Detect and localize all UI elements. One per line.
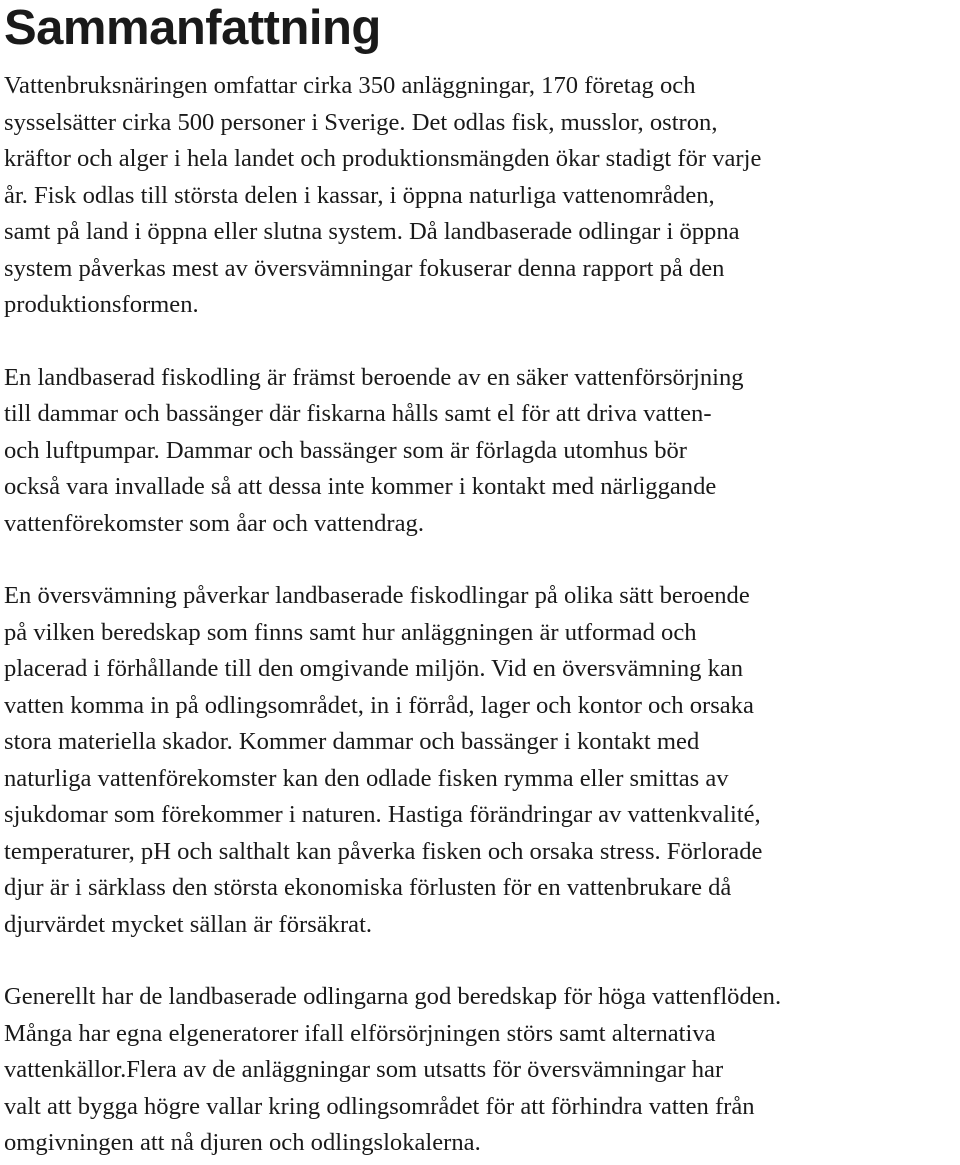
text-line: En landbaserad fiskodling är främst beroende av en säker vattenförsörjning (4, 363, 744, 391)
text-line: också vara invallade så att dessa inte kommer i kontakt med närliggande (4, 473, 717, 500)
text-line: valt att bygga högre vallar kring odlingsområdet för att förhindra vatten från (4, 1092, 755, 1120)
text-line: sjukdomar som förekommer i naturen. Hastiga förändringar av vattenkvalité, (4, 801, 761, 828)
page-title: Sammanfattning (4, 1, 381, 55)
text-line: djurvärdet mycket sällan är försäkrat. (4, 910, 373, 938)
text-line: produktionsformen. (4, 291, 199, 318)
paragraph-4 (4, 979, 958, 1162)
document-page (4, 0, 958, 1162)
text-line: Generellt har de landbaserade odlingarna god beredskap för höga vattenflöden. (4, 983, 782, 1010)
text-line: på vilken beredskap som finns samt hur anläggningen är utformad och (4, 618, 697, 646)
text-line: naturliga vattenförekomster kan den odlade fisken rymma eller smittas av (4, 764, 729, 792)
paragraph-2 (4, 360, 958, 543)
text-line: Många har egna elgeneratorer ifall elförsörjningen störs samt alternativa (4, 1019, 716, 1047)
text-line: vattenkällor.Flera av de anläggningar som utsatts för översvämningar har (4, 1056, 724, 1083)
text-line: kräftor och alger i hela landet och produktionsmängden ökar stadigt för varje (4, 145, 762, 172)
text-line: sysselsätter cirka 500 personer i Sverige. Det odlas fisk, musslor, ostron, (4, 108, 718, 136)
paragraph-1 (4, 68, 958, 324)
text-line: och luftpumpar. Dammar och bassänger som är förlagda utomhus bör (4, 436, 687, 464)
text-line: placerad i förhållande till den omgivande miljön. Vid en översvämning kan (4, 655, 744, 682)
text-line: djur är i särklass den största ekonomiska förlusten för en vattenbrukare då (4, 874, 732, 901)
text-line: vattenförekomster som åar och vattendrag. (4, 509, 424, 537)
text-line: stora materiella skador. Kommer dammar och bassänger i kontakt med (4, 728, 700, 755)
text-line: samt på land i öppna eller slutna system. Då landbaserade odlingar i öppna (4, 218, 740, 245)
text-line: system påverkas mest av översvämningar fokuserar denna rapport på den (4, 254, 725, 282)
text-line: temperaturer, pH och salthalt kan påverka fisken och orsaka stress. Förlorade (4, 837, 763, 865)
text-line: år. Fisk odlas till största delen i kassar, i öppna naturliga vattenområden, (4, 181, 715, 209)
text-line: omgivningen att nå djuren och odlingslokalerna. (4, 1129, 481, 1156)
text-line: Vattenbruksnäringen omfattar cirka 350 anläggningar, 170 företag och (4, 72, 696, 99)
text-line: vatten komma in på odlingsområdet, in i förråd, lager och kontor och orsaka (4, 691, 754, 719)
text-line: till dammar och bassänger där fiskarna hålls samt el för att driva vatten- (4, 400, 712, 427)
paragraph-3 (4, 578, 958, 943)
text-line: En översvämning påverkar landbaserade fiskodlingar på olika sätt beroende (4, 582, 750, 609)
